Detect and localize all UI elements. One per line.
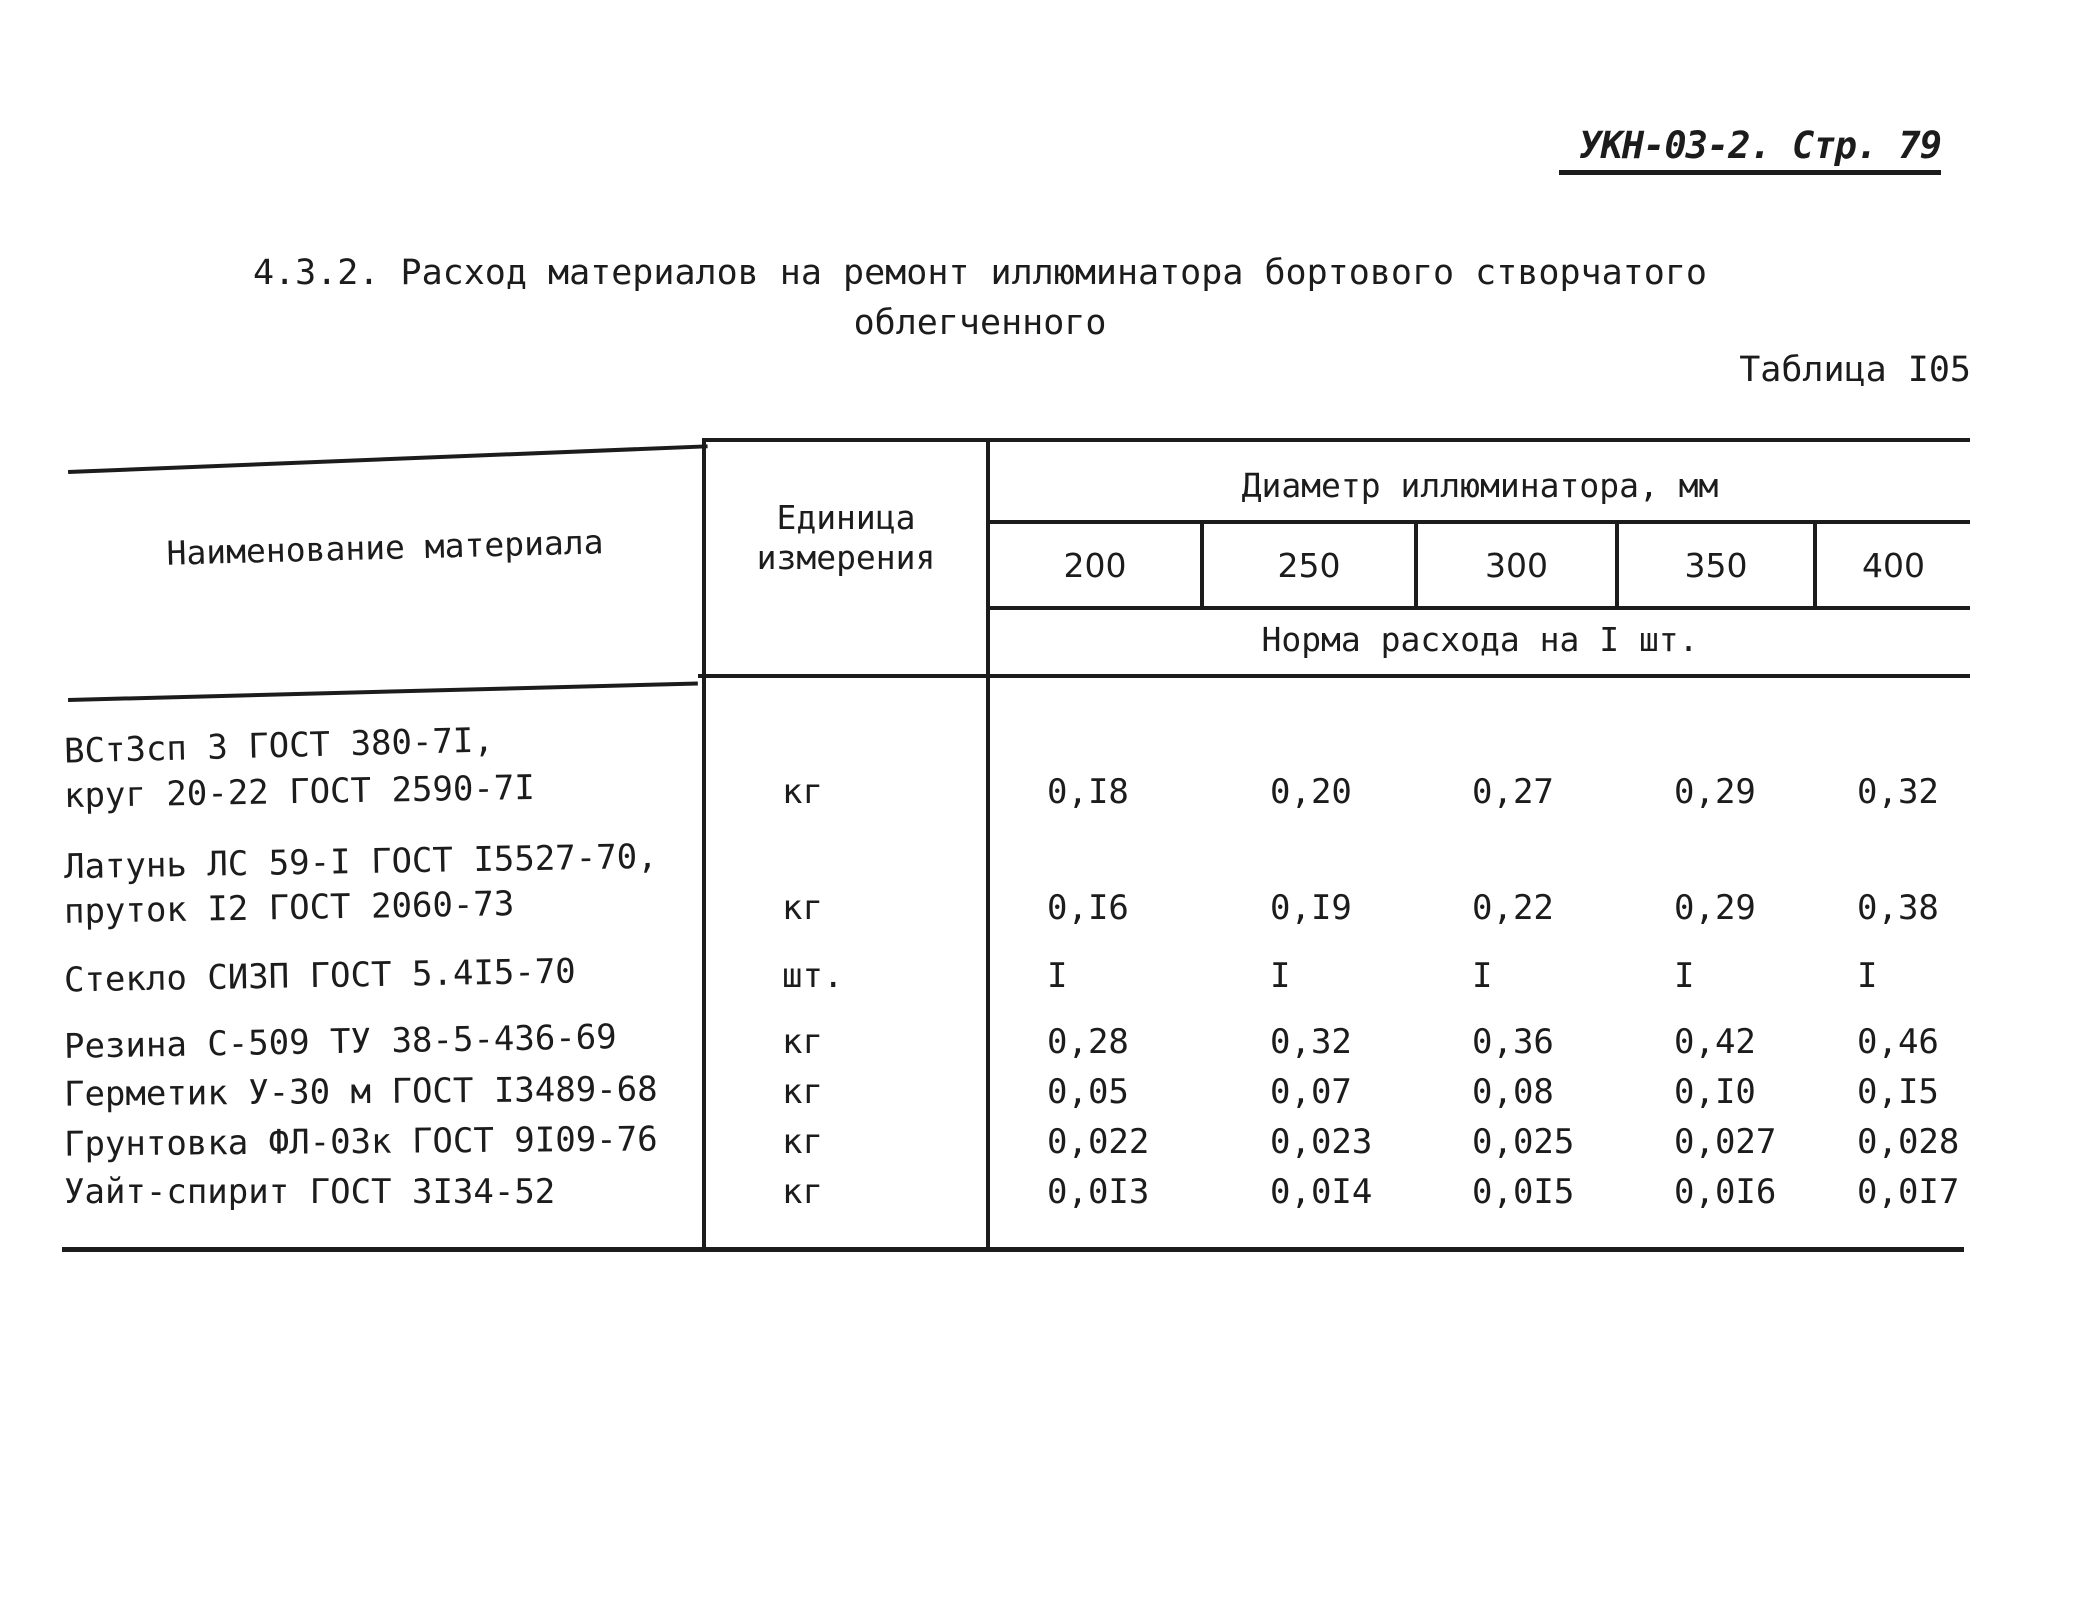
- title-line-1: 4.3.2. Расход материалов на ремонт иллюминатора бортового створчатого: [253, 253, 1707, 293]
- header-norm: Норма расхода на I шт.: [1261, 620, 1699, 659]
- header-size-200: 200: [1063, 546, 1127, 585]
- row-6-value-350: 0,027: [1674, 1122, 1777, 1162]
- row-6-name: Грунтовка ФЛ-03к ГОСТ 9I09-76: [63, 1119, 658, 1165]
- row-7-value-400: 0,0I7: [1857, 1172, 1960, 1212]
- title-line-2: облегченного: [853, 303, 1107, 343]
- row-4-value-350: 0,42: [1674, 1022, 1756, 1062]
- row-3-value-400: I: [1857, 956, 1878, 996]
- header-rule-left: [68, 682, 698, 702]
- row-3-unit: шт.: [782, 956, 844, 996]
- materials-table: [60, 438, 1970, 1253]
- header-unit: [706, 498, 986, 578]
- row-6-value-400: 0,028: [1857, 1122, 1960, 1162]
- row-4-value-300: 0,36: [1472, 1022, 1554, 1062]
- top-rule-left: [68, 444, 708, 474]
- header-size-400: 400: [1862, 546, 1925, 585]
- row-6-value-250: 0,023: [1270, 1122, 1373, 1162]
- header-rule-right: [698, 674, 1970, 678]
- row-5-value-200: 0,05: [1047, 1072, 1129, 1112]
- row-1-value-200: 0,I8: [1047, 772, 1129, 812]
- row-5-unit: кг: [782, 1072, 823, 1112]
- row-4-value-200: 0,28: [1047, 1022, 1129, 1062]
- row-1-value-250: 0,20: [1270, 772, 1352, 812]
- row-4-unit: кг: [782, 1022, 823, 1062]
- sizes-rule: [986, 606, 1970, 610]
- header-unit-line-1: Единица: [776, 498, 916, 537]
- row-7-value-250: 0,0I4: [1270, 1172, 1373, 1212]
- table-label: Таблица I05: [1739, 350, 1971, 390]
- row-5-value-250: 0,07: [1270, 1072, 1352, 1112]
- row-1-unit: кг: [782, 772, 823, 812]
- top-rule-right: [703, 438, 1970, 442]
- row-7-unit: кг: [782, 1172, 823, 1212]
- header-unit-line-2: измерения: [756, 538, 936, 577]
- row-5-value-400: 0,I5: [1857, 1072, 1939, 1112]
- row-1-value-400: 0,32: [1857, 772, 1939, 812]
- row-7-value-350: 0,0I6: [1674, 1172, 1777, 1212]
- row-1-name-line-2: круг 20-22 ГОСТ 2590-7I: [63, 767, 536, 817]
- row-5-name: Герметик У-30 м ГОСТ I3489-68: [63, 1069, 658, 1115]
- row-4-value-250: 0,32: [1270, 1022, 1352, 1062]
- row-2-name-line-1: Латунь ЛС 59-I ГОСТ I5527-70,: [63, 836, 658, 888]
- section-title: [240, 248, 1720, 348]
- header-size-250: 250: [1277, 546, 1341, 585]
- row-2-value-250: 0,I9: [1270, 888, 1352, 928]
- row-6-value-200: 0,022: [1047, 1122, 1150, 1162]
- bottom-rule: [62, 1247, 1964, 1252]
- row-1-value-350: 0,29: [1674, 772, 1756, 812]
- row-3-value-300: I: [1472, 956, 1493, 996]
- row-2-value-350: 0,29: [1674, 888, 1756, 928]
- row-1-value-300: 0,27: [1472, 772, 1554, 812]
- header-diameter: Диаметр иллюминатора, мм: [1241, 466, 1719, 505]
- row-4-value-400: 0,46: [1857, 1022, 1939, 1062]
- row-6-unit: кг: [782, 1122, 823, 1162]
- row-3-value-350: I: [1674, 956, 1695, 996]
- row-7-value-300: 0,0I5: [1472, 1172, 1575, 1212]
- row-7-name: Уайт-спирит ГОСТ 3I34-52: [64, 1172, 556, 1212]
- row-1-name-line-1: ВСт3сп 3 ГОСТ 380-7I,: [63, 720, 495, 772]
- header-material: Наименование материала: [166, 522, 604, 573]
- page-code: УКН-03-2. Стр. 79: [1559, 124, 1941, 175]
- diameter-rule: [986, 520, 1970, 524]
- row-6-value-300: 0,025: [1472, 1122, 1575, 1162]
- row-2-unit: кг: [782, 888, 823, 928]
- row-2-value-200: 0,I6: [1047, 888, 1129, 928]
- row-7-value-200: 0,0I3: [1047, 1172, 1150, 1212]
- row-2-value-300: 0,22: [1472, 888, 1554, 928]
- row-5-value-350: 0,I0: [1674, 1072, 1756, 1112]
- header-size-350: 350: [1684, 546, 1748, 585]
- row-3-value-200: I: [1047, 956, 1068, 996]
- row-2-name-line-2: пруток I2 ГОСТ 2060-73: [63, 884, 515, 932]
- row-4-name: Резина С-509 ТУ 38-5-436-69: [63, 1017, 617, 1067]
- row-2-value-400: 0,38: [1857, 888, 1939, 928]
- row-5-value-300: 0,08: [1472, 1072, 1554, 1112]
- row-3-value-250: I: [1270, 956, 1291, 996]
- row-3-name: Стекло СИЗП ГОСТ 5.4I5-70: [63, 951, 577, 1001]
- header-size-300: 300: [1485, 546, 1548, 585]
